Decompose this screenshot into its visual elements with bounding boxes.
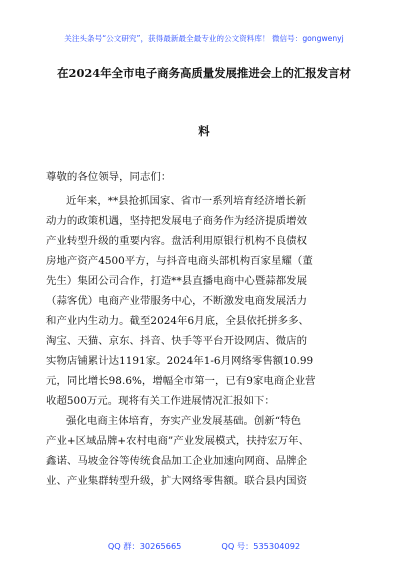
footer-qq-group: QQ 群：30265665 [107,541,182,551]
paragraph-line: 和产业内生动力。截至2024年6月底，全县依托拼多多、 [46,315,309,327]
paragraph-line: 强化电商主体培育，夯实产业发展基础。创新“特色 [66,415,302,427]
paragraph-line: 业、产业集群转型升级，扩大网络零售额。联合县内国资 [46,475,308,487]
document-title-line-1: 在2024年全市电子商务高质量发展推进会上的汇报发言材 [57,66,351,80]
paragraph-line: 近年来，**县抢抓国家、省市一系列培育经济增长新 [66,195,307,207]
paragraph-line: 淘宝、天猫、京东、抖音、快手等平台开设网店、微店的 [46,335,308,347]
salutation-text: 尊敬的各位领导，同志们： [46,171,172,183]
header-promo-text: 关注头条号“公文研究”，获得最新最全最专业的公文资料库！ 微信号：gongwenyj [64,34,344,43]
salutation [46,167,364,187]
paragraph-2 [46,411,364,491]
paragraph-line: 产业转型升级的重要内容。盘活利用原银行机构不良债权 [46,235,308,247]
paragraph-line: 鑫诺、马坡金谷等传统食品加工企业加速向网商、品牌企 [46,455,308,467]
paragraph-line: （蒜客优）电商产业带服务中心，不断激发电商发展活力 [46,295,308,307]
document-title-line-2: 料 [198,124,210,138]
paragraph-line: 收超500万元。现将有关工作进展情况汇报如下： [46,395,275,407]
paragraph-1 [46,191,364,411]
paragraph-line: 元，同比增长98.6%，增幅全市第一，已有9家电商企业营 [46,375,316,387]
footer-qq-number: QQ 号：535304092 [221,541,301,551]
paragraph-line: 动力的政策机遇，坚持把发展电子商务作为经济提质增效 [46,215,308,227]
paragraph-line: 实物店铺累计达1191家。2024年1-6月网络零售额10.99 [46,355,314,367]
paragraph-line: 先生）集团公司合作，打造**县直播电商中心暨蒜都发展 [46,275,308,287]
paragraph-line: 房地产资产4500平方，与抖音电商头部机构百家星耀（董 [46,255,313,267]
footer-contact [0,540,408,552]
paragraph-line: 产业+区域品牌+农村电商”产业发展模式，扶持宏万年、 [46,435,310,447]
